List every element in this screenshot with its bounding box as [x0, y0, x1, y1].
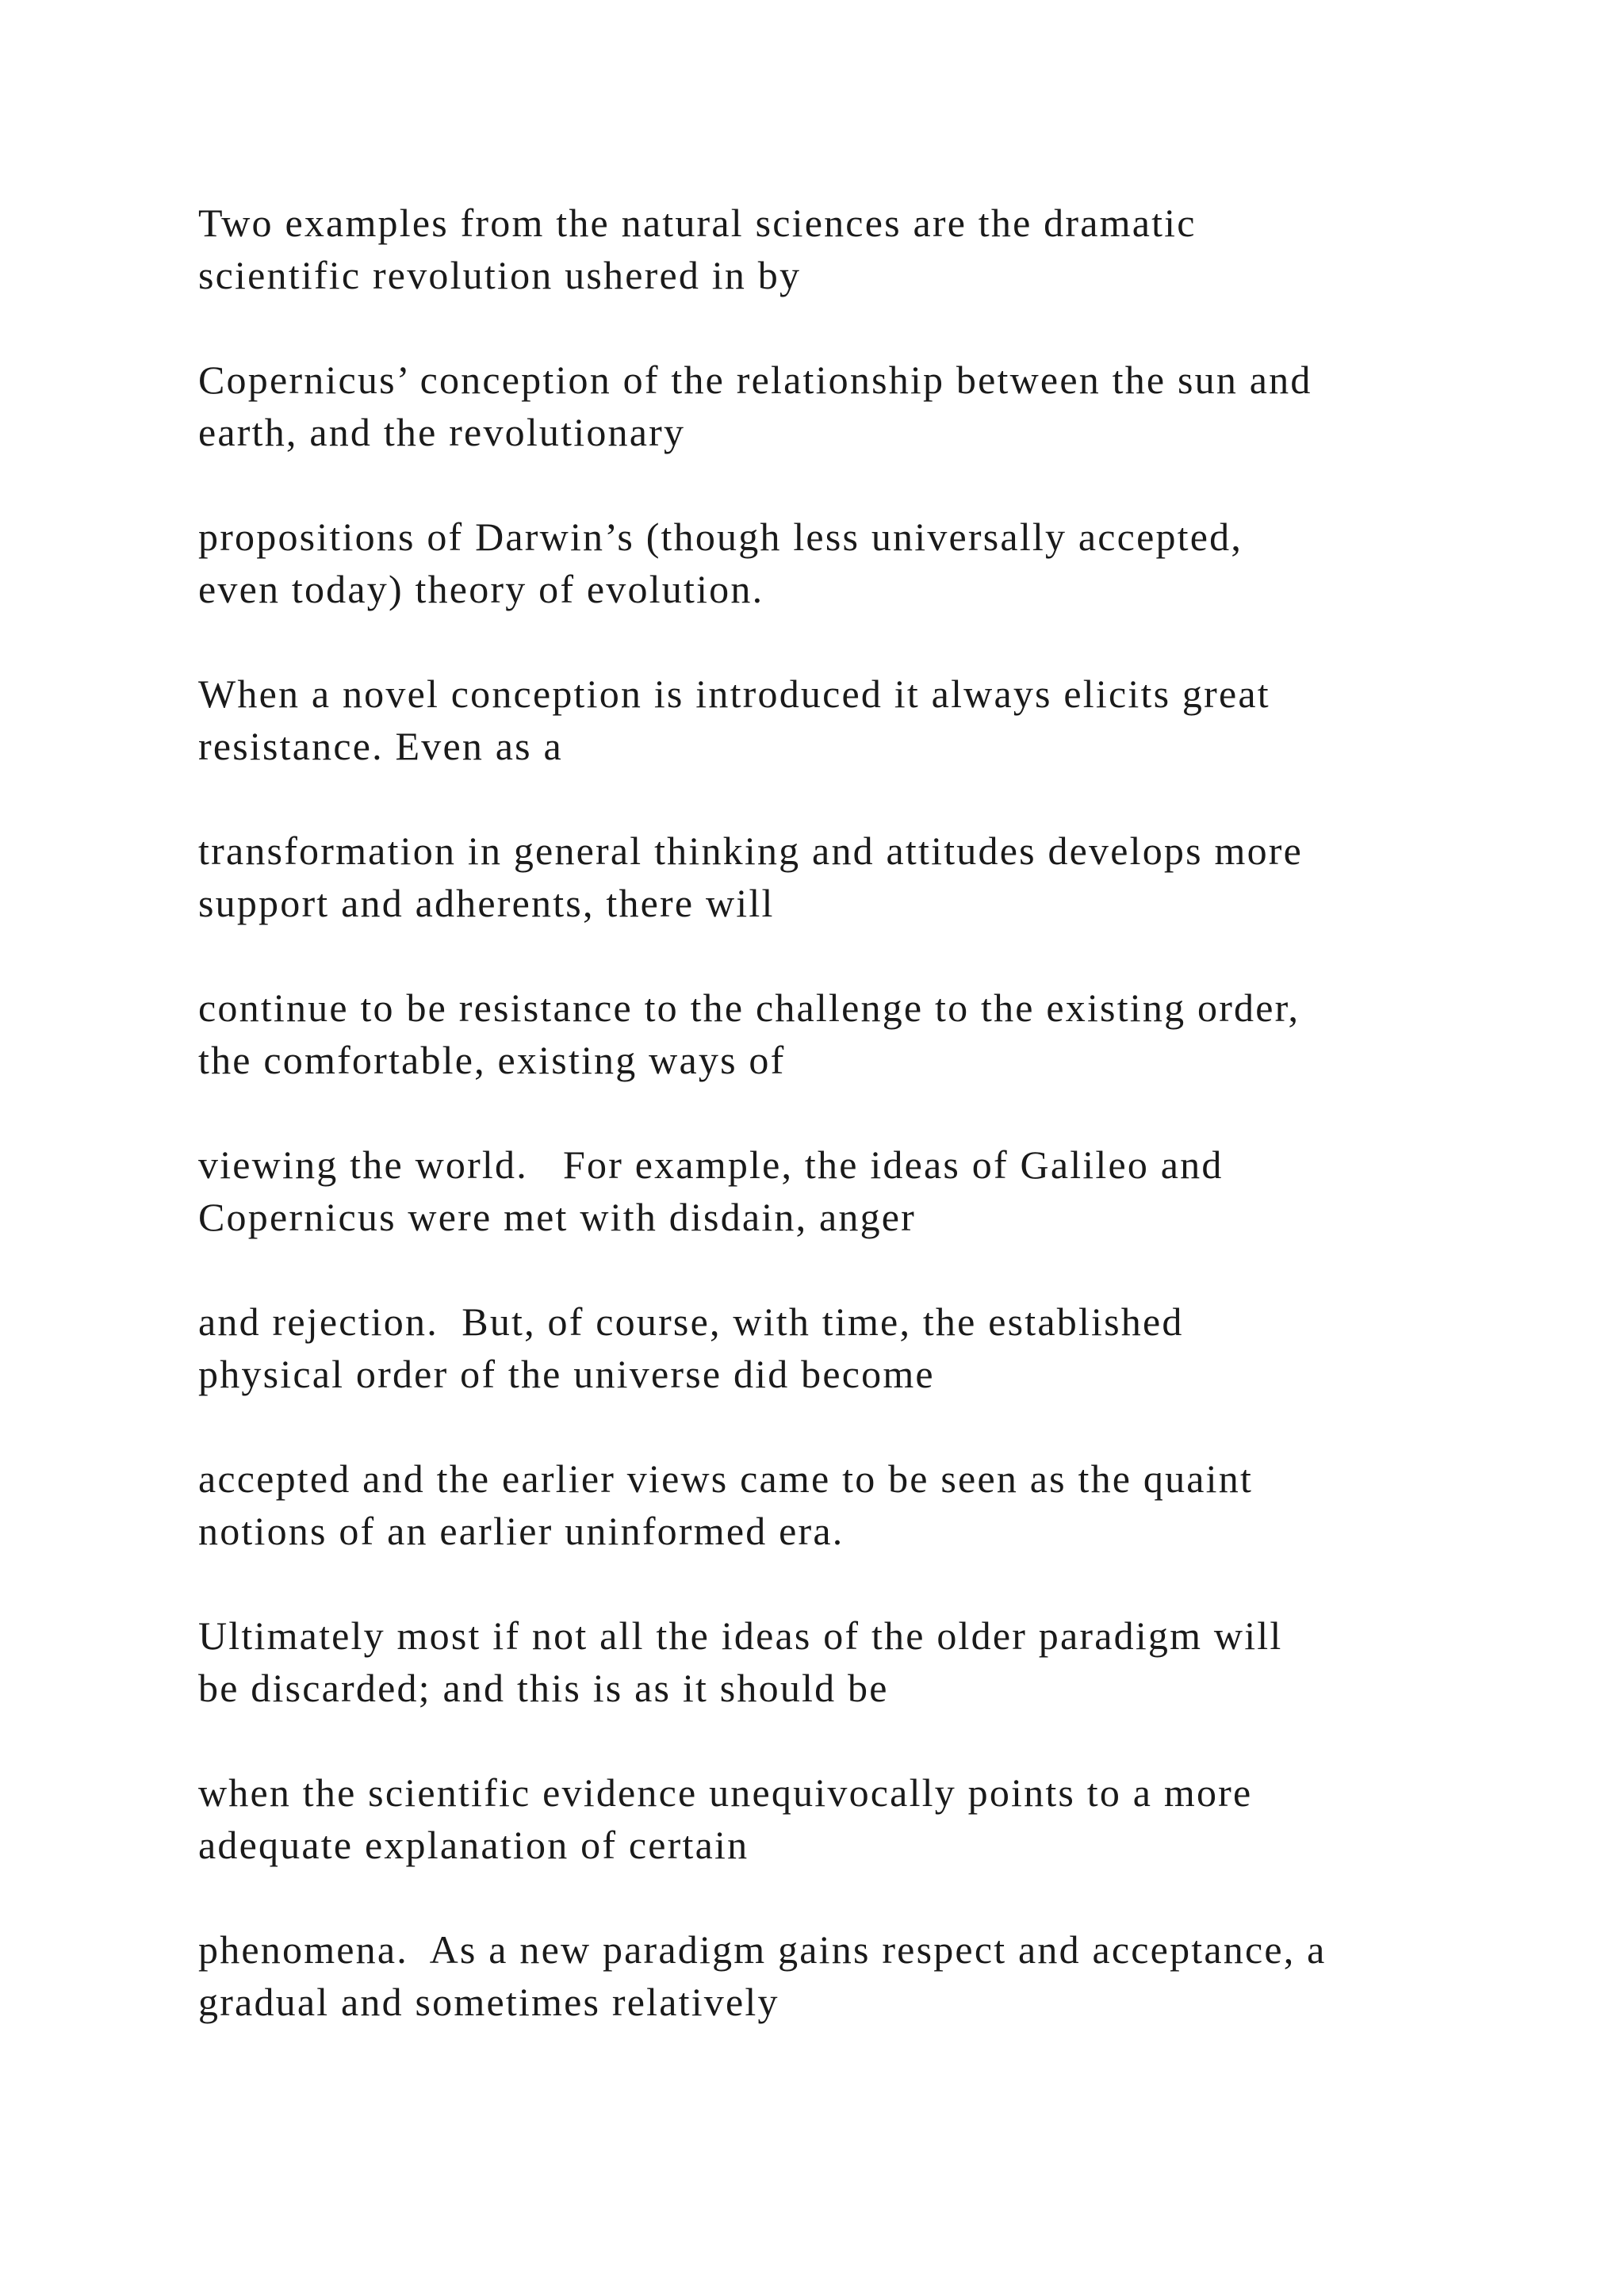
text-line: transformation in general thinking and attitudes develops more — [198, 828, 1304, 873]
text-line: Ultimately most if not all the ideas of the older paradigm will — [198, 1613, 1283, 1658]
text-line: propositions of Darwin’s (though less universally accepted, — [198, 515, 1243, 559]
text-line: accepted and the earlier views came to be seen as the quaint — [198, 1456, 1254, 1501]
text-line: phenomena. As a new paradigm gains respect and acceptance, a — [198, 1927, 1327, 1972]
text-line: Copernicus were met with disdain, anger — [198, 1195, 917, 1239]
text-line: scientific revolution ushered in by — [198, 253, 802, 297]
text-line: gradual and sometimes relatively — [198, 1980, 779, 2024]
paragraph — [198, 1295, 1546, 1400]
text-line: When a novel conception is introduced it always elicits great — [198, 672, 1270, 716]
paragraph — [198, 825, 1546, 929]
text-line: when the scientific evidence unequivocally points to a more — [198, 1770, 1253, 1815]
paragraph — [198, 511, 1546, 615]
paragraph — [198, 1609, 1546, 1714]
text-line: support and adherents, there will — [198, 881, 775, 925]
paragraph — [198, 1452, 1546, 1557]
text-line: viewing the world. For example, the ideas of Galileo and — [198, 1142, 1224, 1187]
text-line: notions of an earlier uninformed era. — [198, 1509, 845, 1553]
paragraph — [198, 1923, 1546, 2028]
paragraph — [198, 1766, 1546, 1871]
paragraph — [198, 1138, 1546, 1243]
text-line: Copernicus’ conception of the relationship between the sun and — [198, 358, 1312, 402]
text-line: the comfortable, existing ways of — [198, 1038, 786, 1082]
text-line: continue to be resistance to the challenge to the existing order, — [198, 985, 1300, 1030]
text-line: adequate explanation of certain — [198, 1823, 749, 1867]
paragraph — [198, 668, 1546, 772]
text-line: Two examples from the natural sciences are the dramatic — [198, 201, 1197, 245]
text-line: earth, and the revolutionary — [198, 410, 686, 454]
text-line: physical order of the universe did become — [198, 1352, 935, 1396]
paragraph — [198, 354, 1546, 458]
text-line: be discarded; and this is as it should be — [198, 1666, 889, 1710]
text-line: even today) theory of evolution. — [198, 567, 764, 611]
paragraph — [198, 197, 1546, 301]
text-line: resistance. Even as a — [198, 724, 563, 768]
paragraph — [198, 982, 1546, 1086]
text-line: and rejection. But, of course, with time, the established — [198, 1299, 1184, 1344]
